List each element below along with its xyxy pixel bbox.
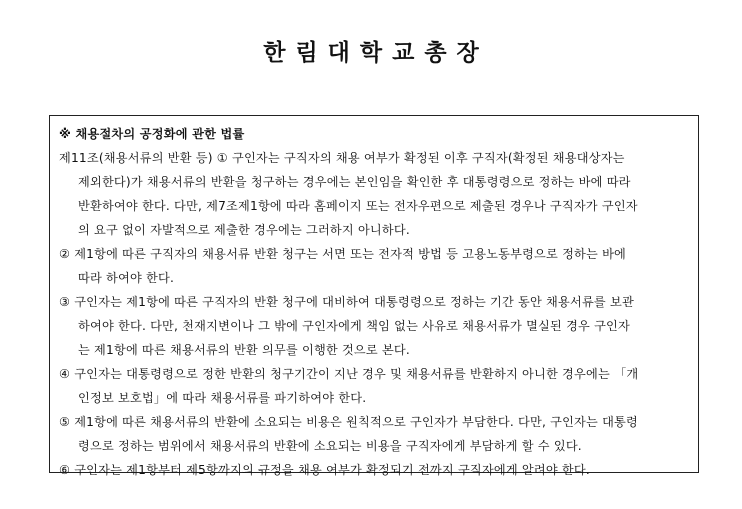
text-line: ⑥ 구인자는 제1항부터 제5항까지의 규정을 채용 여부가 확정되기 전까지 구직자에게 알려야 한다. [59, 463, 590, 477]
article-11-paragraph-4 [59, 362, 690, 410]
text-line: 제11조(채용서류의 반환 등) ① 구인자는 구직자의 채용 여부가 확정된 이후 구직자(확정된 채용대상자는 [59, 151, 625, 165]
article-11-paragraph-3 [59, 290, 690, 362]
law-excerpt-box [49, 115, 699, 477]
text-line: ② 제1항에 따른 구직자의 채용서류 반환 청구는 서면 또는 전자적 방법 등 고용노동부령으로 정하는 바에 [59, 247, 627, 261]
text-line: ③ 구인자는 제1항에 따른 구직자의 반환 청구에 대비하여 대통령령으로 정하는 기간 동안 채용서류를 보관 [59, 295, 634, 309]
text-line: 는 제1항에 따른 채용서류의 반환 의무를 이행한 것으로 본다. [78, 343, 410, 357]
text-line: 제외한다)가 채용서류의 반환을 청구하는 경우에는 본인임을 확인한 후 대통령령으로 정하는 바에 따라 [78, 175, 631, 189]
text-line: 령으로 정하는 범위에서 채용서류의 반환에 소요되는 비용을 구직자에게 부담하게 할 수 있다. [78, 439, 582, 453]
text-line: ⑤ 제1항에 따른 채용서류의 반환에 소요되는 비용은 원칙적으로 구인자가 부담한다. 다만, 구인자는 대통령 [59, 415, 638, 429]
article-11-paragraph-6 [59, 458, 690, 482]
text-line: 따라 하여야 한다. [78, 271, 175, 285]
article-11-paragraph-1 [59, 146, 690, 242]
text-line: 의 요구 없이 자발적으로 제출한 경우에는 그러하지 아니하다. [78, 223, 410, 237]
box-heading: ※ 채용절차의 공정화에 관한 법률 [59, 127, 245, 141]
text-line: 반환하여야 한다. 다만, 제7조제1항에 따라 홈페이지 또는 전자우편으로 제출된 경우나 구직자가 구인자 [78, 199, 638, 213]
page-title: 한림대학교총장 [263, 40, 489, 66]
article-11-paragraph-2 [59, 242, 690, 290]
text-line: ④ 구인자는 대통령령으로 정한 반환의 청구기간이 지난 경우 및 채용서류를 반환하지 아니한 경우에는 「개 [59, 367, 639, 381]
article-11-paragraph-5 [59, 410, 690, 458]
text-line: 인정보 보호법」에 따라 채용서류를 파기하여야 한다. [78, 391, 367, 405]
text-line: 하여야 한다. 다만, 천재지변이나 그 밖에 구인자에게 책임 없는 사유로 채용서류가 멸실된 경우 구인자 [78, 319, 631, 333]
